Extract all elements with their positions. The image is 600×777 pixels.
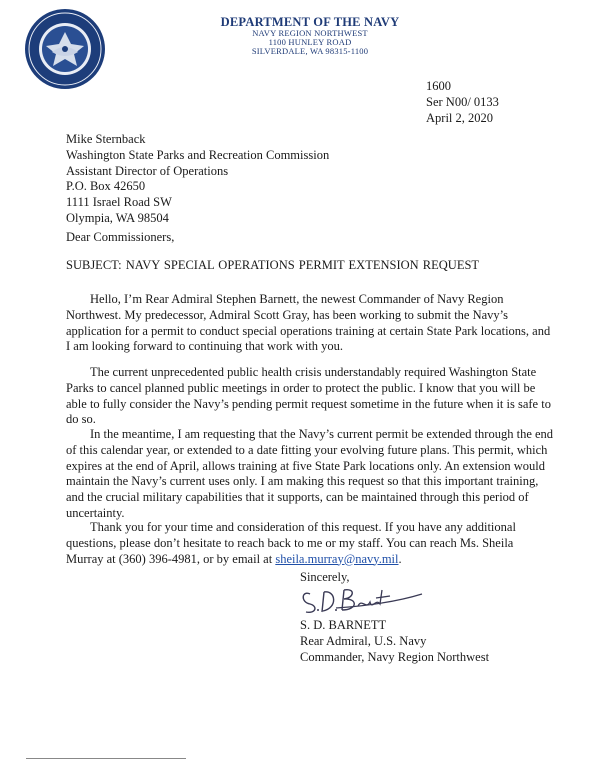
letterhead-city: SILVERDALE, WA 98315-1100 bbox=[251, 45, 369, 56]
paragraph-line: The current unprecedented public health crisis understandably required Washington State bbox=[90, 365, 537, 379]
email-link[interactable]: sheila.murray@navy.mil bbox=[275, 551, 399, 566]
paragraph-end: . bbox=[398, 551, 402, 566]
addressee-city: Olympia, WA 98504 bbox=[66, 210, 169, 225]
paragraph-line: questions, please don’t hesitate to reach back to me or my staff. You can reach Ms. Sheila bbox=[66, 535, 514, 550]
paragraph-line: Hello, I’m Rear Admiral Stephen Barnett, the newest Commander of Navy Region bbox=[90, 292, 504, 306]
serial-number: Ser N00/ 0133 bbox=[426, 95, 499, 109]
paragraph-line: and the crucial military capabilities that it supports, can be maintained through this period of bbox=[66, 490, 529, 505]
department-of-defense-seal-icon bbox=[24, 8, 106, 90]
letter-date: April 2, 2020 bbox=[426, 111, 494, 125]
paragraph-line: able to fully consider the Navy’s pending permit request sometime in the future when it is safe to bbox=[66, 396, 551, 411]
handwritten-signature bbox=[296, 580, 426, 618]
salutation: Dear Commissioners, bbox=[66, 230, 175, 244]
signer-position: Commander, Navy Region Northwest bbox=[300, 649, 490, 664]
paragraph-line: Northwest. My predecessor, Admiral Scott Gray, has been working to submit the Navy’s bbox=[66, 307, 509, 322]
signer-rank: Rear Admiral, U.S. Navy bbox=[300, 633, 427, 648]
paragraph-line: Parks to cancel planned public meetings in order to protect the public. I know that you will be bbox=[66, 380, 536, 395]
paragraph-line: application for a permit to conduct special operations training at certain State Park locations, and bbox=[66, 323, 551, 338]
region-name: NAVY REGION NORTHWEST bbox=[252, 28, 368, 39]
paragraph-line bbox=[66, 552, 556, 568]
addressee-title: Assistant Director of Operations bbox=[66, 163, 229, 178]
addressee-street: 1111 Israel Road SW bbox=[66, 195, 172, 210]
signature-block bbox=[300, 618, 489, 665]
reference-code: 1600 bbox=[426, 79, 451, 93]
footer-divider bbox=[26, 758, 186, 759]
paragraph-line: In the meantime, I am requesting that the Navy’s current permit be extended through the end bbox=[90, 427, 554, 441]
letterhead bbox=[190, 16, 430, 56]
paragraph-2 bbox=[66, 365, 556, 428]
letterhead-street: 1100 HUNLEY ROAD bbox=[268, 37, 352, 48]
addressee-name: Mike Sternback bbox=[66, 132, 146, 146]
paragraph-line: uncertainty. bbox=[66, 505, 125, 520]
paragraph-text: Murray at (360) 396-4981, or by email at bbox=[66, 551, 276, 566]
closing-sincerely: Sincerely, bbox=[300, 570, 350, 584]
paragraph-line: Thank you for your time and consideration of this request. If you have any additional bbox=[90, 520, 516, 534]
paragraph-line: of this calendar year, or extended to a date fitting your evolving future plans. This permit, which bbox=[66, 442, 548, 457]
addressee-org: Washington State Parks and Recreation Commission bbox=[66, 147, 330, 162]
addressee-po-box: P.O. Box 42650 bbox=[66, 179, 146, 194]
subject-line: SUBJECT: NAVY SPECIAL OPERATIONS PERMIT EXTENSION REQUEST bbox=[66, 258, 480, 272]
paragraph-4 bbox=[66, 520, 556, 567]
addressee-block bbox=[66, 132, 329, 227]
paragraph-1 bbox=[66, 292, 556, 355]
paragraph-line: I am looking forward to continuing that work with you. bbox=[66, 339, 344, 354]
signer-name: S. D. BARNETT bbox=[300, 618, 387, 632]
paragraph-line: do so. bbox=[66, 412, 96, 427]
paragraph-3 bbox=[66, 427, 556, 522]
paragraph-line: expires at the end of April, allows training at five State Park locations only. An extension would bbox=[66, 458, 545, 473]
department-name: DEPARTMENT OF THE NAVY bbox=[220, 15, 400, 29]
reference-block bbox=[426, 78, 499, 126]
paragraph-line: maintain the Navy’s current uses only. I am making this request so that this important training, bbox=[66, 474, 539, 489]
